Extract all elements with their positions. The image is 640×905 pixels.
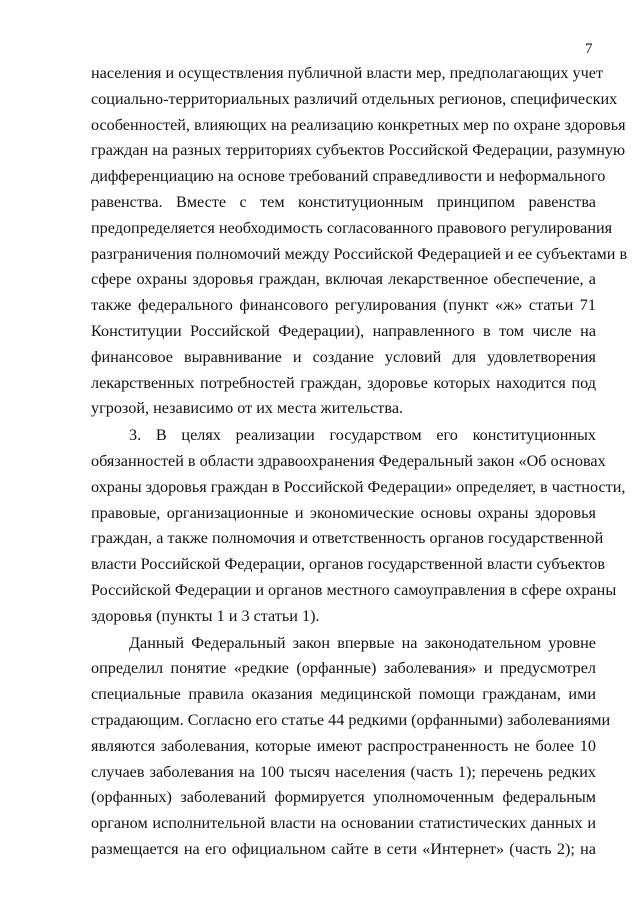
text-line: власти Российской Федерации, органов государственной власти субъектов <box>91 555 606 574</box>
text-line: населения и осуществления публичной власти мер, предполагающих учет <box>91 64 604 82</box>
text-line: Конституции Российской Федерации), направленного в том числе на <box>91 321 596 340</box>
text-line: специальные правила оказания медицинской помощи гражданам, ими <box>91 685 596 704</box>
text-line: обязанностей в области здравоохранения Федеральный закон «Об основах <box>91 451 606 470</box>
text-line: социально-территориальных различий отдельных регионов, специфических <box>91 89 618 108</box>
text-line: размещается на его официальном сайте в сети «Интернет» (часть 2); на <box>91 839 596 858</box>
text-line: страдающим. Согласно его статье 44 редкими (орфанными) заболеваниями <box>91 710 611 729</box>
text-line: Российской Федерации и органов местного самоуправления в сфере охраны <box>91 580 617 599</box>
text-line: охраны здоровья граждан в Российской Федерации» определяет, в частности, <box>91 477 626 496</box>
text-line: сфере охраны здоровья граждан, включая лекарственное обеспечение, а <box>91 270 596 289</box>
paragraph-federal-law <box>91 631 611 863</box>
text-line: определил понятие «редкие (орфанные) заболевания» и предусмотрел <box>91 659 596 678</box>
text-line: равенства. Вместе с тем конституционным принципом равенства <box>91 192 596 211</box>
text-line: граждан на разных территориях субъектов Российской Федерации, разумную <box>91 141 626 160</box>
text-line: случаев заболевания на 100 тысяч населения (часть 1); перечень редких <box>91 762 596 781</box>
text-line: также федерального финансового регулирования (пункт «ж» статьи 71 <box>91 296 596 315</box>
text-line: угрозой, независимо от их места жительства. <box>91 399 404 418</box>
text-line: разграничения полномочий между Российской Федерацией и ее субъектами в <box>91 244 628 263</box>
text-line: правовые, организационные и экономические основы охраны здоровья <box>91 503 596 522</box>
document-body <box>91 61 628 863</box>
text-line: граждан, а также полномочия и ответственность органов государственной <box>91 529 604 548</box>
paragraph-continuation <box>91 61 628 422</box>
text-line: (орфанных) заболеваний формируется уполномоченным федеральным <box>91 788 596 807</box>
text-line: дифференциацию на основе требований справедливости и неформального <box>91 167 606 186</box>
text-line: являются заболевания, которые имеют распространенность не более 10 <box>91 736 596 755</box>
text-line: предопределяется необходимость согласованного правового регулирования <box>91 218 613 237</box>
page-number: 7 <box>585 41 593 57</box>
text-line: 3. В целях реализации государством его конституционных <box>129 426 596 445</box>
text-line: лекарственных потребностей граждан, здоровье которых находится под <box>91 373 596 392</box>
text-line: здоровья (пункты 1 и 3 статьи 1). <box>91 606 320 625</box>
text-line: Данный Федеральный закон впервые на законодательном уровне <box>129 633 596 652</box>
text-line: финансовое выравнивание и создание условий для удовлетворения <box>91 347 596 366</box>
text-line: органом исполнительной власти на основании статистических данных и <box>91 814 596 833</box>
text-line: особенностей, влияющих на реализацию конкретных мер по охране здоровья <box>91 115 626 134</box>
paragraph-section-3 <box>91 423 626 629</box>
